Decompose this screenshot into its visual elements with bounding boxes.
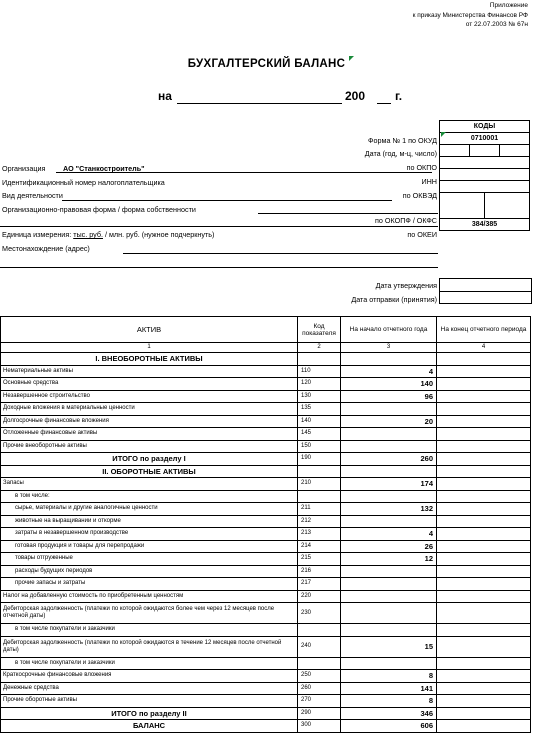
- okved-label: по ОКВЭД: [402, 191, 437, 200]
- row-label: Прочие внеоборотные активы: [1, 440, 298, 453]
- row-label: Запасы: [1, 478, 298, 491]
- row-end-value[interactable]: [437, 590, 531, 603]
- row-label: товары отгруженные: [1, 553, 298, 566]
- row-label: Прочие оборотные активы: [1, 695, 298, 708]
- okved-code[interactable]: [440, 181, 530, 193]
- row-code: 212: [298, 515, 341, 528]
- row-code: 140: [298, 415, 341, 428]
- row-label: Долгосрочные финансовые вложения: [1, 415, 298, 428]
- table-row: [1, 578, 531, 591]
- approval-date-label: Дата утверждения: [375, 281, 437, 290]
- address-field[interactable]: [123, 253, 438, 254]
- row-label: Незавершенное строительство: [1, 390, 298, 403]
- row-code: 217: [298, 578, 341, 591]
- codes-header: КОДЫ: [440, 121, 530, 133]
- row-end-value[interactable]: [437, 353, 531, 366]
- row-end-value[interactable]: [437, 540, 531, 553]
- row-label: Денежные средства: [1, 682, 298, 695]
- row-start-value[interactable]: 8: [341, 670, 437, 683]
- row-code: 120: [298, 378, 341, 391]
- row-end-value[interactable]: [437, 624, 531, 637]
- row-end-value[interactable]: [437, 707, 531, 720]
- row-code: 150: [298, 440, 341, 453]
- okopf-code-cell[interactable]: [440, 193, 530, 219]
- row-start-value[interactable]: [341, 490, 437, 503]
- page-title: БУХГАЛТЕРСКИЙ БАЛАНС: [187, 58, 346, 70]
- table-body: [1, 353, 531, 733]
- table-row: [1, 695, 531, 708]
- row-label: в том числе:: [1, 490, 298, 503]
- table-row: [1, 707, 531, 720]
- row-code: 215: [298, 553, 341, 566]
- row-start-value[interactable]: [341, 624, 437, 637]
- row-end-value[interactable]: [437, 428, 531, 441]
- table-number-row: [1, 343, 531, 353]
- row-start-value[interactable]: 260: [341, 453, 437, 466]
- appendix-note: [413, 1, 528, 30]
- row-label: затраты в незавершенном производстве: [1, 528, 298, 541]
- row-code: [298, 624, 341, 637]
- appendix-line: к приказу Министерства Финансов РФ: [412, 11, 528, 19]
- row-start-value[interactable]: [341, 603, 437, 624]
- period-year: 200: [345, 89, 366, 103]
- row-end-value[interactable]: [437, 528, 531, 541]
- date-code-cell[interactable]: [440, 145, 530, 157]
- comment-marker-icon: [349, 56, 354, 61]
- col-header-code: Код показателя: [298, 317, 341, 343]
- appendix-line: Приложение: [489, 2, 528, 9]
- row-label: Дебиторская задолженность (платежи по которой ожидаются более чем через 12 месяцев после отчетной даты): [1, 603, 298, 624]
- table-row: [1, 403, 531, 416]
- row-end-value[interactable]: [437, 465, 531, 478]
- row-label: в том числе покупатели и заказчики: [1, 657, 298, 670]
- table-row: [1, 378, 531, 391]
- row-end-value[interactable]: [437, 682, 531, 695]
- row-start-value[interactable]: [341, 428, 437, 441]
- row-code: [298, 490, 341, 503]
- row-label: в том числе покупатели и заказчики: [1, 624, 298, 637]
- table-row: [1, 353, 531, 366]
- table-row: [1, 440, 531, 453]
- table-row: [1, 465, 531, 478]
- inn-code-label: ИНН: [421, 177, 437, 186]
- row-end-value[interactable]: [437, 553, 531, 566]
- table-row: [1, 590, 531, 603]
- row-code: 290: [298, 707, 341, 720]
- row-end-value[interactable]: [437, 365, 531, 378]
- table-row: [1, 720, 531, 733]
- table-row: [1, 603, 531, 624]
- row-end-value[interactable]: [437, 603, 531, 624]
- inn-label: Идентификационный номер налогоплательщика: [2, 178, 165, 187]
- row-start-value[interactable]: 346: [341, 707, 437, 720]
- row-code: 190: [298, 453, 341, 466]
- date-input-line[interactable]: [177, 103, 342, 104]
- row-start-value[interactable]: 12: [341, 553, 437, 566]
- table-row: [1, 478, 531, 491]
- row-end-value[interactable]: [437, 453, 531, 466]
- row-start-value[interactable]: 174: [341, 478, 437, 491]
- row-start-value[interactable]: 606: [341, 720, 437, 733]
- row-end-value[interactable]: [437, 657, 531, 670]
- row-end-value[interactable]: [437, 378, 531, 391]
- row-start-value[interactable]: [341, 565, 437, 578]
- row-end-value[interactable]: [437, 490, 531, 503]
- row-label: Основные средства: [1, 378, 298, 391]
- row-start-value[interactable]: [341, 578, 437, 591]
- table-row: [1, 670, 531, 683]
- col-header-aktiv: АКТИВ: [1, 317, 298, 343]
- unit-thousand[interactable]: тыс. руб.: [73, 230, 103, 239]
- row-start-value[interactable]: 26: [341, 540, 437, 553]
- row-label: животные на выращивании и откорме: [1, 515, 298, 528]
- row-code: 110: [298, 365, 341, 378]
- okud-code[interactable]: 0710001: [440, 133, 530, 145]
- org-name: АО "Станкостроитель": [63, 164, 145, 173]
- address-label: Местонахождение (адрес): [2, 244, 90, 253]
- table-row: [1, 428, 531, 441]
- okud-label: Форма № 1 по ОКУД: [368, 136, 437, 145]
- row-end-value[interactable]: [437, 578, 531, 591]
- row-label: сырье, материалы и другие аналогичные ценности: [1, 503, 298, 516]
- unit-rest: / млн. руб. (нужное подчеркнуть): [102, 230, 215, 239]
- row-label: I. ВНЕОБОРОТНЫЕ АКТИВЫ: [1, 353, 298, 366]
- row-start-value[interactable]: 141: [341, 682, 437, 695]
- okpo-label: по ОКПО: [406, 163, 437, 172]
- row-label: II. ОБОРОТНЫЕ АКТИВЫ: [1, 465, 298, 478]
- row-label: расходы будущих периодов: [1, 565, 298, 578]
- table-row: [1, 553, 531, 566]
- row-end-value[interactable]: [437, 636, 531, 657]
- col-num: 3: [341, 343, 437, 353]
- row-label: Краткосрочные финансовые вложения: [1, 670, 298, 683]
- table-row: [1, 503, 531, 516]
- row-code: 270: [298, 695, 341, 708]
- year-input-line[interactable]: [377, 103, 391, 104]
- row-end-value[interactable]: [437, 478, 531, 491]
- row-end-value[interactable]: [437, 670, 531, 683]
- table-row: [1, 365, 531, 378]
- row-start-value[interactable]: [341, 590, 437, 603]
- okei-label: по ОКЕИ: [407, 230, 437, 239]
- row-code: 135: [298, 403, 341, 416]
- table-row: [1, 515, 531, 528]
- row-end-value[interactable]: [437, 415, 531, 428]
- activity-field[interactable]: [62, 200, 392, 201]
- approval-date-field[interactable]: [439, 278, 532, 292]
- row-start-value[interactable]: [341, 440, 437, 453]
- row-start-value[interactable]: 15: [341, 636, 437, 657]
- row-start-value[interactable]: 4: [341, 365, 437, 378]
- row-code: 260: [298, 682, 341, 695]
- unit-row: [2, 230, 214, 239]
- row-start-value[interactable]: [341, 515, 437, 528]
- table-row: [1, 490, 531, 503]
- row-label: Доходные вложения в материальные ценности: [1, 403, 298, 416]
- row-start-value[interactable]: [341, 657, 437, 670]
- row-label: Отложенные финансовые активы: [1, 428, 298, 441]
- row-label: ИТОГО по разделу I: [1, 453, 298, 466]
- appendix-line: от 22.07.2003 № 67н: [465, 21, 528, 28]
- okopf-label: по ОКОПФ / ОКФС: [375, 216, 437, 225]
- sent-date-field[interactable]: [439, 291, 532, 304]
- row-code: 211: [298, 503, 341, 516]
- row-end-value[interactable]: [437, 695, 531, 708]
- row-end-value[interactable]: [437, 403, 531, 416]
- row-code: 210: [298, 478, 341, 491]
- row-code: 220: [298, 590, 341, 603]
- row-start-value[interactable]: 132: [341, 503, 437, 516]
- row-code: [298, 465, 341, 478]
- row-code: 214: [298, 540, 341, 553]
- row-start-value[interactable]: 96: [341, 390, 437, 403]
- row-code: 145: [298, 428, 341, 441]
- org-label: Организация: [2, 164, 46, 173]
- comment-marker-icon: [441, 132, 446, 137]
- okei-code[interactable]: 384/385: [440, 219, 530, 231]
- row-label: ИТОГО по разделу II: [1, 707, 298, 720]
- row-start-value[interactable]: 20: [341, 415, 437, 428]
- row-start-value[interactable]: [341, 353, 437, 366]
- row-label: Налог на добавленную стоимость по приобретенным ценностям: [1, 590, 298, 603]
- table-header-row: [1, 317, 531, 343]
- address-field-line2[interactable]: [0, 267, 438, 268]
- row-start-value[interactable]: 8: [341, 695, 437, 708]
- row-start-value[interactable]: [341, 465, 437, 478]
- period-na: на: [158, 89, 172, 103]
- col-num: 2: [298, 343, 341, 353]
- row-code: 130: [298, 390, 341, 403]
- form-field[interactable]: [258, 213, 438, 214]
- row-label: БАЛАНС: [1, 720, 298, 733]
- row-end-value[interactable]: [437, 565, 531, 578]
- row-label: Дебиторская задолженность (платежи по которой ожидаются в течение 12 месяцев после отчетной даты): [1, 636, 298, 657]
- period-g: г.: [395, 89, 403, 103]
- date-label: Дата (год, м-ц, число): [364, 149, 437, 158]
- row-label: готовая продукция и товары для перепродажи: [1, 540, 298, 553]
- sent-date-label: Дата отправки (принятия): [351, 295, 437, 304]
- row-end-value[interactable]: [437, 503, 531, 516]
- col-header-end: На конец отчетного периода: [437, 317, 531, 343]
- table-row: [1, 624, 531, 637]
- row-code: [298, 657, 341, 670]
- row-code: 213: [298, 528, 341, 541]
- unit-label: Единица измерения:: [2, 230, 72, 239]
- col-header-start: На начало отчетного года: [341, 317, 437, 343]
- row-code: [298, 353, 341, 366]
- row-start-value[interactable]: [341, 403, 437, 416]
- row-end-value[interactable]: [437, 720, 531, 733]
- activity-label: Вид деятельности: [2, 191, 63, 200]
- form-field-line2[interactable]: [0, 226, 438, 227]
- row-code: 240: [298, 636, 341, 657]
- inn-code[interactable]: [440, 169, 530, 181]
- row-code: 250: [298, 670, 341, 683]
- table-row: [1, 636, 531, 657]
- col-num: 4: [437, 343, 531, 353]
- row-end-value[interactable]: [437, 390, 531, 403]
- okpo-code[interactable]: [440, 157, 530, 169]
- row-label: Нематериальные активы: [1, 365, 298, 378]
- row-start-value[interactable]: 140: [341, 378, 437, 391]
- row-code: 230: [298, 603, 341, 624]
- table-row: [1, 453, 531, 466]
- row-end-value[interactable]: [437, 515, 531, 528]
- row-end-value[interactable]: [437, 440, 531, 453]
- row-code: 300: [298, 720, 341, 733]
- row-start-value[interactable]: 4: [341, 528, 437, 541]
- table-row: [1, 528, 531, 541]
- table-row: [1, 657, 531, 670]
- table-row: [1, 682, 531, 695]
- table-row: [1, 540, 531, 553]
- table-row: [1, 390, 531, 403]
- balance-table: [0, 316, 531, 733]
- form-label: Организационно-правовая форма / форма собственности: [2, 205, 196, 214]
- codes-table: [439, 120, 530, 231]
- row-code: 216: [298, 565, 341, 578]
- col-num: 1: [1, 343, 298, 353]
- table-row: [1, 415, 531, 428]
- table-row: [1, 565, 531, 578]
- row-label: прочие запасы и затраты: [1, 578, 298, 591]
